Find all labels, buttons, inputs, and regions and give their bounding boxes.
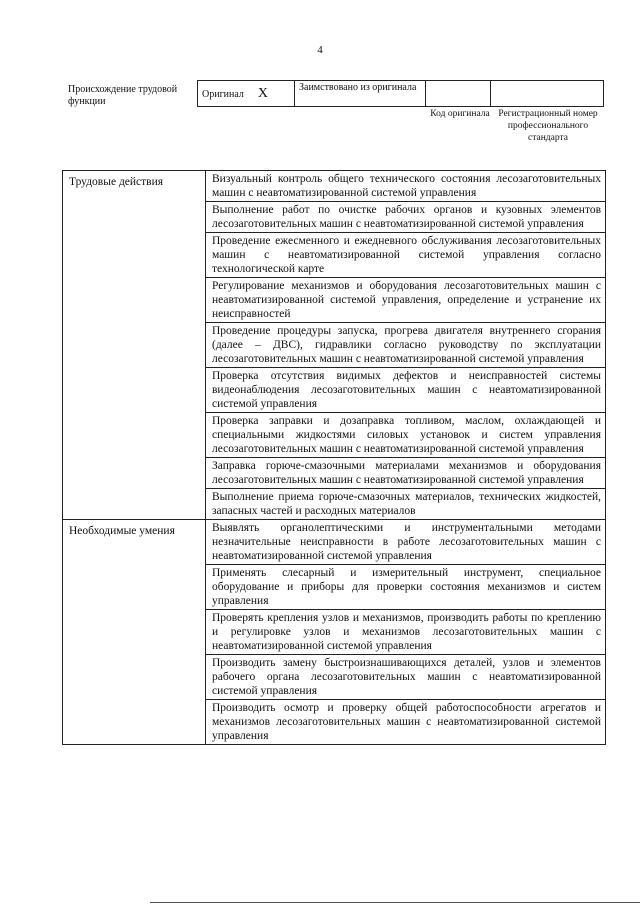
code-caption: Код оригинала <box>430 109 490 119</box>
table-cell: Проверка отсутствия видимых дефектов и неисправностей системы видеонаблюдения лесозаготовительных машин с неавтоматизированной системой управления <box>206 368 606 413</box>
section-label-skills: Необходимые умения <box>63 520 206 745</box>
original-cell <box>198 81 295 107</box>
table-cell: Применять слесарный и измерительный инструмент, специальное оборудование и приборы для проверки состояния механизмов и систем управления <box>206 565 606 610</box>
bottom-rule <box>150 902 640 903</box>
table-cell: Регулирование механизмов и оборудования лесозаготовительных машин с неавтоматизированной системой управления, определение и устранение их неисправностей <box>206 278 606 323</box>
table-cell: Проведение процедуры запуска, прогрева двигателя внутреннего сгорания (далее – ДВС), гидравлики согласно руководству по эксплуатации лесозаготовительных машин с неавтоматизированной системой управления <box>206 323 606 368</box>
table-cell: Производить замену быстроизнашивающихся деталей, узлов и элементов рабочего органа лесозаготовительных машин с неавтоматизированной системой управления <box>206 655 606 700</box>
section-label-actions: Трудовые действия <box>63 171 206 520</box>
table-cell: Проведение ежесменного и ежедневного обслуживания лесозаготовительных машин с неавтоматизированной системой управления согласно технологической карте <box>206 233 606 278</box>
origin-table <box>197 80 604 107</box>
table-cell: Проверка заправки и дозаправка топливом, маслом, охлаждающей и специальными жидкостями силовых установок и систем управления лесозаготовительных машин с неавтоматизированной системой управления <box>206 413 606 458</box>
table-cell: Выполнение работ по очистке рабочих органов и кузовных элементов лесозаготовительных машин с неавтоматизированной системой управления <box>206 202 606 233</box>
origin-label: Происхождение трудовой функции <box>68 84 178 107</box>
reg-number-cell <box>491 81 604 107</box>
table-cell: Проверять крепления узлов и механизмов, производить работы по креплению и регулировке узлов и механизмов лесозаготовительных машин с неавтоматизированной системой управления <box>206 610 606 655</box>
page-number: 4 <box>317 44 323 56</box>
original-label: Оригинал <box>202 88 244 100</box>
functions-table <box>62 170 606 745</box>
original-mark: X <box>257 85 269 101</box>
reg-caption: Регистрационный номер профессионального стандарта <box>498 109 598 143</box>
table-cell: Производить осмотр и проверку общей работоспособности агрегатов и механизмов лесозаготовительных машин с неавтоматизированной системой управления <box>206 700 606 745</box>
borrowed-cell: Заимствовано из оригинала <box>295 81 426 107</box>
table-cell: Выявлять органолептическими и инструментальными методами незначительные неисправности в работе лесозаготовительных машин с неавтоматизированной системой управления <box>206 520 606 565</box>
code-cell <box>426 81 491 107</box>
table-cell: Заправка горюче-смазочными материалами механизмов и оборудования лесозаготовительных машин с неавтоматизированной системой управления <box>206 458 606 489</box>
table-cell: Выполнение приема горюче-смазочных материалов, технических жидкостей, запасных частей и расходных материалов <box>206 489 606 520</box>
table-row <box>63 171 606 202</box>
table-row <box>63 520 606 565</box>
table-cell: Визуальный контроль общего технического состояния лесозаготовительных машин с неавтоматизированной системой управления <box>206 171 606 202</box>
